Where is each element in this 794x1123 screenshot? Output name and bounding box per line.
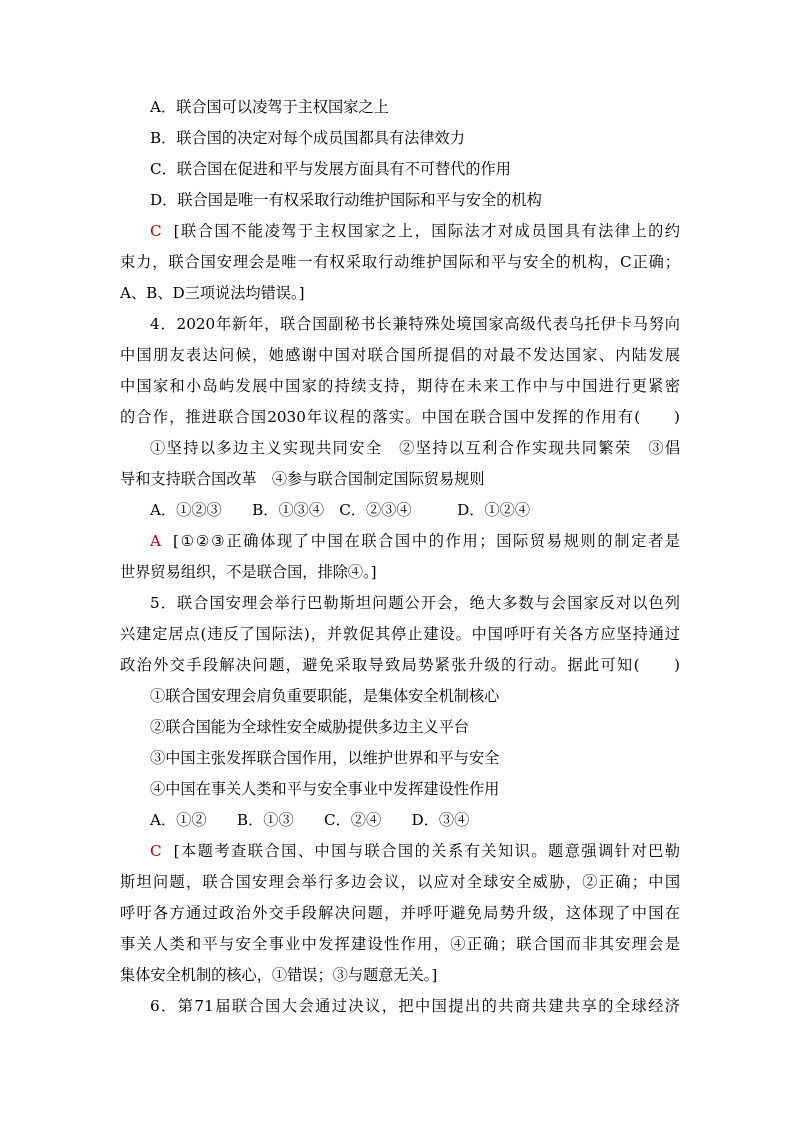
q5-answer-letter: C: [150, 842, 162, 860]
q4-answer-line: [120, 526, 680, 557]
q4-options: A．①②③ B．①③④ C．②③④ D．①②④: [150, 501, 531, 519]
q3-explanation-2: 束力，联合国安理会是唯一有权采取行动维护国际和平与安全的机构，C正确；: [120, 253, 680, 271]
q4-stem-2: 中国朋友表达问候，她感谢中国对联合国所提倡的对最不发达国家、内陆发展: [120, 346, 680, 364]
q4-stem-3: 中国家和小岛屿发展中国家的持续支持，期待在未来工作中与中国进行更紧密: [120, 377, 680, 395]
q5-explanation-5: 集体安全机制的核心，①错误；③与题意无关。]: [120, 966, 438, 984]
q3-explanation-1: [联合国不能凌驾于主权国家之上，国际法才对成员国具有法律上的约: [173, 222, 680, 240]
q4-explanation-1: [①②③正确体现了中国在联合国中的作用；国际贸易规则的制定者是: [172, 532, 680, 550]
q5-item-2: ②联合国能为全球性安全威胁提供多边主义平台: [150, 718, 469, 736]
q4-items-2: 导和支持联合国改革 ④参与联合国制定国际贸易规则: [120, 470, 485, 488]
q4-stem-1: 4．2020年新年，联合国副秘书长兼特殊处境国家高级代表乌托伊卡马努向: [150, 315, 680, 333]
q3-option-c: C．联合国在促进和平与发展方面具有不可替代的作用: [150, 160, 511, 178]
q3-answer-letter: C: [150, 222, 162, 240]
q4-stem-4: 的合作，推进联合国2030年议程的落实。中国在联合国中发挥的作用有( ): [120, 408, 680, 426]
q5-explanation-4: 事关人类和平与安全事业中发挥建设性作用，④正确；联合国而非其安理会是: [120, 935, 680, 953]
q5-item-4: ④中国在事关人类和平与安全事业中发挥建设性作用: [150, 780, 500, 798]
q3-option-a: A．联合国可以凌驾于主权国家之上: [150, 98, 389, 116]
q3-answer-line: [120, 216, 680, 247]
q6-stem-1: 6．第71届联合国大会通过决议，把中国提出的共商共建共享的全球经济: [150, 997, 680, 1015]
q5-explanation-2: 斯坦问题，联合国安理会举行多边会议，以应对全球安全威胁，②正确；中国: [120, 873, 680, 891]
q4-items-1: ①坚持以多边主义实现共同安全 ②坚持以互利合作实现共同繁荣 ③倡: [150, 439, 680, 457]
q5-item-3: ③中国主张发挥联合国作用，以维护世界和平与安全: [150, 749, 500, 767]
q5-options: A．①② B．①③ C．②④ D．③④: [150, 811, 470, 829]
q3-option-d: D．联合国是唯一有权采取行动维护国际和平与安全的机构: [150, 191, 542, 209]
q5-stem-2: 兴建定居点(违反了国际法)，并敦促其停止建设。中国呼吁有关各方应坚持通过: [120, 625, 680, 643]
q4-answer-letter: A: [150, 532, 161, 550]
document-body: [120, 92, 680, 1022]
q5-stem-3: 政治外交手段解决问题，避免采取导致局势紧张升级的行动。据此可知( ): [120, 656, 680, 674]
q4-explanation-2: 世界贸易组织，不是联合国，排除④。]: [120, 563, 377, 581]
q3-explanation-3: A、B、D三项说法均错误。]: [120, 284, 305, 302]
q5-explanation-3: 呼吁各方通过政治外交手段解决问题，并呼吁避免局势升级，这体现了中国在: [120, 904, 680, 922]
q5-item-1: ①联合国安理会肩负重要职能，是集体安全机制核心: [150, 687, 500, 705]
q5-answer-line: [120, 836, 680, 867]
q5-stem-1: 5．联合国安理会举行巴勒斯坦问题公开会，绝大多数与会国家反对以色列: [150, 594, 680, 612]
q3-option-b: B．联合国的决定对每个成员国都具有法律效力: [150, 129, 465, 147]
q5-explanation-1: [本题考查联合国、中国与联合国的关系有关知识。题意强调针对巴勒: [173, 842, 680, 860]
